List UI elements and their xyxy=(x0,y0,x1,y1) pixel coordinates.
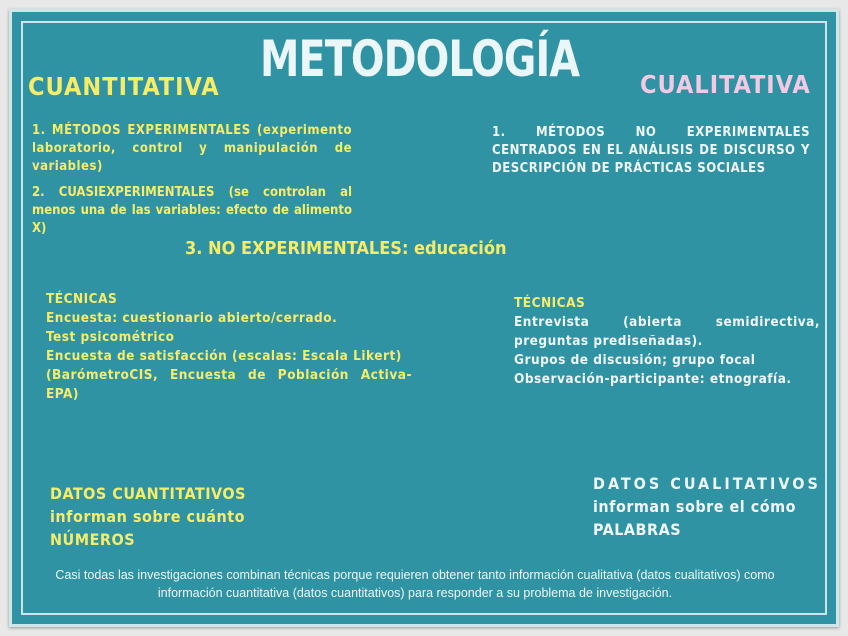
technique-item: Encuesta de satisfacción (escalas: Escala Likert) xyxy=(46,348,402,364)
non-experimental-label: 3. NO EXPERIMENTALES: educación xyxy=(185,238,507,259)
technique-item: Observación-participante: etnografía. xyxy=(514,371,792,387)
quantitative-method-2: 2. CUASIEXPERIMENTALES (se controlan al menos una de las variables: efecto de alimento X) xyxy=(32,185,352,236)
data-description: informan sobre el cómo xyxy=(593,497,797,516)
techniques-heading: TÉCNICAS xyxy=(514,295,586,311)
quantitative-techniques xyxy=(46,290,412,404)
technique-item: Grupos de discusión; grupo focal xyxy=(514,352,756,368)
qualitative-techniques xyxy=(514,294,820,389)
quantitative-method-1: 1. MÉTODOS EXPERIMENTALES (experimento laboratorio, control y manipulación de variables) xyxy=(32,123,352,174)
data-title: DATOS CUALITATIVOS xyxy=(593,474,821,493)
technique-item: Entrevista (abierta semidirectiva, preguntas prediseñadas). xyxy=(514,314,820,349)
page-title: METODOLOGÍA xyxy=(260,30,580,88)
techniques-heading: TÉCNICAS xyxy=(46,291,118,307)
technique-item: (BarómetroCIS, Encuesta de Población Activa-EPA) xyxy=(46,367,412,402)
technique-item: Test psicométrico xyxy=(46,329,175,345)
footer-note: Casi todas las investigaciones combinan técnicas porque requieren obtener tanto información cualitativa (datos cualitativos) como información cuantitativa (datos cuantitativos) para responder a su problema de investigación. xyxy=(55,568,775,600)
qualitative-method-1: 1. MÉTODOS NO EXPERIMENTALES CENTRADOS EN EL ANÁLISIS DE DISCURSO Y DESCRIPCIÓN DE PRÁCTICAS SOCIALES xyxy=(492,125,810,176)
quantitative-data xyxy=(50,482,246,551)
data-title: DATOS CUANTITATIVOS xyxy=(50,484,247,503)
qualitative-heading: CUALITATIVA xyxy=(640,70,811,99)
data-type: PALABRAS xyxy=(593,520,682,539)
qualitative-data xyxy=(593,472,821,541)
technique-item: Encuesta: cuestionario abierto/cerrado. xyxy=(46,310,338,326)
data-description: informan sobre cuánto xyxy=(50,507,246,526)
data-type: NÚMEROS xyxy=(50,530,136,549)
quantitative-heading: CUANTITATIVA xyxy=(28,72,220,101)
